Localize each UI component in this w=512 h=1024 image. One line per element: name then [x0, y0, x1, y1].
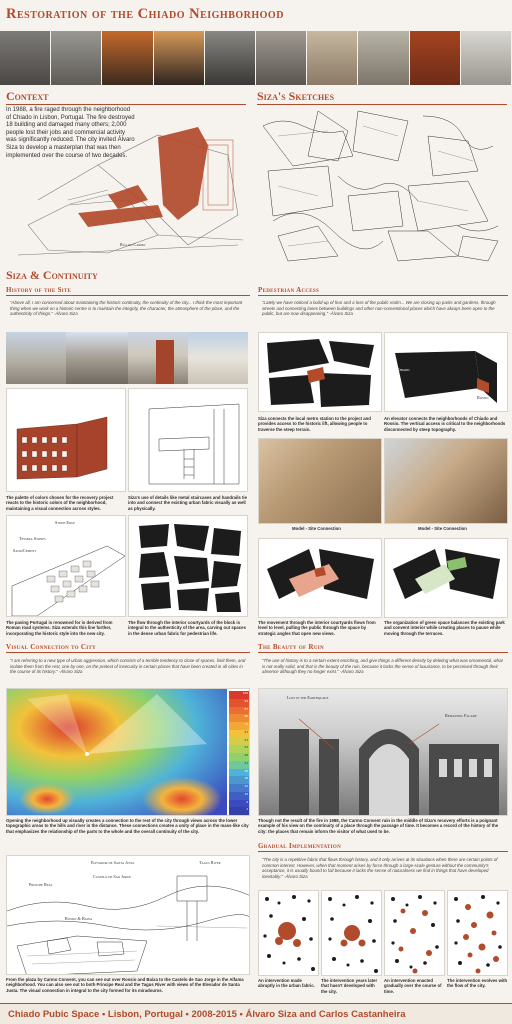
legend-swatch: 28 — [229, 776, 249, 784]
intervention-diagram-3 — [384, 890, 445, 976]
context-site-plan — [8, 105, 252, 265]
strip-photo — [256, 31, 307, 85]
caption-colors: The palette of colors chosen for the recovery project reacts to the historic colors of the neighborhood, maintaining a visual connection across styles. — [6, 495, 114, 511]
elevator-plan — [384, 332, 508, 412]
legend-swatch: 54 — [229, 745, 249, 753]
legend-swatch: 41 — [229, 761, 249, 769]
label-principe: Principe Real — [29, 882, 53, 887]
gradual-caption-4: The intervention evolves with the flow of the city. — [447, 978, 508, 989]
label-lost-earthquake: Lost in the Earthquake — [287, 695, 329, 700]
metro-plan — [258, 332, 382, 412]
history-heading: History of the Site — [6, 286, 72, 294]
context-text: In 1988, a fire raged through the neighborhood of Chiado in Lisbon, Portugal. The fire destroyed 18 building and damaged many others; 2,000 people lost their jobs and commercial activity was significantly reduced. The city invited Álvaro Siza to develop a masterplan that was then implemented over the course of two decades. — [6, 107, 135, 159]
strip-photo — [51, 31, 102, 85]
history-quote: "Above all, I am concerned about maintaining the historic continuity, the continuity of the city... I think the most important thing when we work on a historic centre is to maintain the integrity, the character, the atmosphere of the place, and the authenticity of things." -Álvaro Siza — [10, 300, 243, 317]
elevation-heatmap — [6, 688, 250, 816]
gradual-quote: "The city is a repetitive fabric that flows through history, and it only arrives at its situations when there are certain points of common interest. However, when that moment arises by force through a large-scale gesture without the community's acceptance, it is usually bound to fail because it lacks the sense of naturalness we find in things that have developed inevitably." -Álvaro Siza — [262, 857, 498, 879]
legend-swatch: 61 — [229, 738, 249, 746]
caption-ruin: Though not the result of the fire in 1988, the Carmo Convent ruin in the middle of Siza's recovery efforts is a poignant example of his view on the continuity of a place through the passage of time. It becomes a record of the history of the city: the places that remain inform the visitor of what used to be. — [258, 818, 499, 834]
continuity-heading: Siza & Continuity — [6, 268, 98, 282]
model-photo-2 — [384, 438, 508, 524]
legend-swatch: 15 — [229, 792, 249, 800]
caption-flow: The flow through the interior courtyards of the block is integral to the authenticity of the area, carving out spaces in the dense urban fabric for pedestrian life. — [128, 620, 246, 636]
model-caption-1: Model - Site Connection — [292, 526, 341, 531]
divider — [6, 652, 250, 653]
intervention-diagram-4 — [447, 890, 508, 976]
label-rossio: Rossio — [477, 395, 489, 400]
staircase-drawing — [128, 388, 248, 492]
ruin-heading: The Beauty of Ruin — [258, 643, 324, 651]
strip-photo — [461, 31, 512, 85]
strip-photo — [358, 31, 409, 85]
legend-swatch: 93 — [229, 699, 249, 707]
gradual-caption-3: An intervention enacted gradually over the course of time. — [384, 978, 442, 994]
legend-swatch: 80 — [229, 714, 249, 722]
paving-drawing — [6, 515, 126, 617]
legend-swatch: 87 — [229, 707, 249, 715]
label-tessera: Tessera Stones — [19, 536, 46, 541]
label-rossio-baixa: Rossio & Baixa — [65, 916, 93, 921]
strip-photo — [0, 31, 51, 85]
figure-ground-plan — [128, 515, 248, 617]
intervention-diagram-1 — [258, 890, 319, 976]
model-photo-1 — [258, 438, 382, 524]
movement-diagram — [258, 538, 382, 618]
caption-movement: The movement through the interior courtyards flows from level to level, pulling the public through the space by strategic angles that open new views. — [258, 620, 376, 636]
pedestrian-heading: Pedestrian Access — [258, 286, 320, 294]
strip-photo — [205, 31, 256, 85]
model-caption-2: Model - Site Connection — [418, 526, 467, 531]
ruin-quote: "The use of history is to a certain extent enriching, and give things a different density by deleting what was ornamental, what is not really solid, and that is the beauty of the ruin, because it lacks the sense of luxuriance, to be perceived through their absence although they no longer exist." -Álvaro Siza — [262, 658, 503, 675]
street-label: Rua do Carmo — [120, 242, 146, 247]
gradual-caption-2: The intervention years later that hasn't developed with the city. — [321, 978, 378, 994]
legend-swatch: 67 — [229, 730, 249, 738]
intervention-diagram-2 — [321, 890, 382, 976]
pedestrian-quote: "Lately we have noticed a build-up of fear and a loss of the public realm... We are closing up parks and gardens, through streets and connecting lanes between buildings and other non-conventional places which have always been open to the public, but are now disappearing." -Álvaro Siza — [262, 300, 496, 317]
label-remaining-facade: Remaining Facade — [445, 713, 477, 718]
legend-swatch: 22 — [229, 784, 249, 792]
legend-swatch: 74 — [229, 722, 249, 730]
strip-photo — [307, 31, 358, 85]
caption-sketch: From the plaza by Carmo Convent, you can see out over Rossio and Baixa to the Castelo de Sao Jorge in the Alfama neighborhood. You can also see out to both Principe Real and the Tagus River with views of the Elevador de Santa Justa. The visual connection in integral to the city formed for its miradouros. — [6, 977, 244, 993]
sketches-heading: Siza's Sketches — [257, 89, 335, 103]
divider — [258, 652, 508, 653]
legend-swatch: 35 — [229, 769, 249, 777]
page-title: Restoration of the Chiado Neighborhood — [6, 6, 284, 22]
divider — [258, 851, 508, 852]
footer-bar — [0, 1003, 512, 1024]
divider — [258, 295, 508, 296]
footer-text: Chiado Pubic Space • Lisbon, Portugal • 2008-2015 • Álvaro Siza and Carlos Castanheira — [8, 1008, 406, 1020]
strip-photo — [410, 31, 461, 85]
label-castelo: Castelo de Sao Jorge — [93, 874, 131, 879]
legend-swatch: 2 — [229, 807, 249, 815]
caption-green: The organization of green space balances the existing park and convent interior while creating places to pause while moving through the terraces. — [384, 620, 505, 636]
legend-swatch: 48 — [229, 753, 249, 761]
legend-swatch: 9 — [229, 800, 249, 808]
elevation-legend — [229, 691, 249, 815]
visual-heading: Visual Connection to City — [6, 643, 97, 651]
strip-photo — [154, 31, 205, 85]
gradual-caption-1: An intervention made abruptly in the urban fabric. — [258, 978, 315, 989]
strip-photo — [102, 31, 153, 85]
label-stone-edge: Stone Edge — [55, 520, 76, 525]
caption-elevator: An elevator connects the neighborhoods of Chiado and Rossio. The vertical access is critical to the neighborhoods disconnected by steep topography. — [384, 416, 506, 432]
divider — [6, 295, 250, 296]
history-photos — [6, 332, 248, 384]
color-palette-drawing — [6, 388, 126, 492]
carmo-convent-photo — [258, 688, 508, 816]
visual-quote: "I am referring to a new type of urban aggression, which consists of a terrible tendency to close of spaces, limit them, and isolate them from the rest, one by one, on the pretext of insecurity in certain places that have been created in all cities in the course of its history." -Álvaro Siza — [10, 658, 246, 675]
label-tagus: Tagus River — [199, 860, 221, 865]
legend-swatch: 100 — [229, 691, 249, 699]
caption-details: Siza's use of details like metal staircases and handrails tie into and connect the existing urban fabric visually as well as physically. — [128, 495, 247, 511]
photo-strip — [0, 31, 512, 85]
gradual-heading: Gradual Implementation — [258, 842, 342, 850]
label-sand-cement: Sand/Cement — [13, 548, 37, 553]
city-view-sketch — [6, 855, 250, 975]
caption-metro: Siza connects the local metro station to the project and provides access to the historic lift, allowing people to traverse the steep terrain. — [258, 416, 371, 432]
siza-sketches — [258, 106, 508, 266]
caption-heatmap: Opening the neighborhood up visually creates a connection to the rest of the city through views across the lower topographic areas to the hills and river in the distance. These connections creates a unity of place in the mass-like city that emphasizes the relationship of the parts to the whole and the overall continuity of the city. — [6, 818, 249, 834]
green-space-diagram — [384, 538, 508, 618]
divider — [257, 104, 507, 105]
caption-paving: The paving Portugal is renowned for is derived from Roman road systems. Siza extends this line further, incorporating the historic style into the new city. — [6, 620, 113, 636]
label-elevador: Elevador de Santa Justa — [91, 860, 135, 865]
label-chiado: Chiado — [397, 367, 410, 372]
context-heading: Context — [6, 89, 49, 103]
